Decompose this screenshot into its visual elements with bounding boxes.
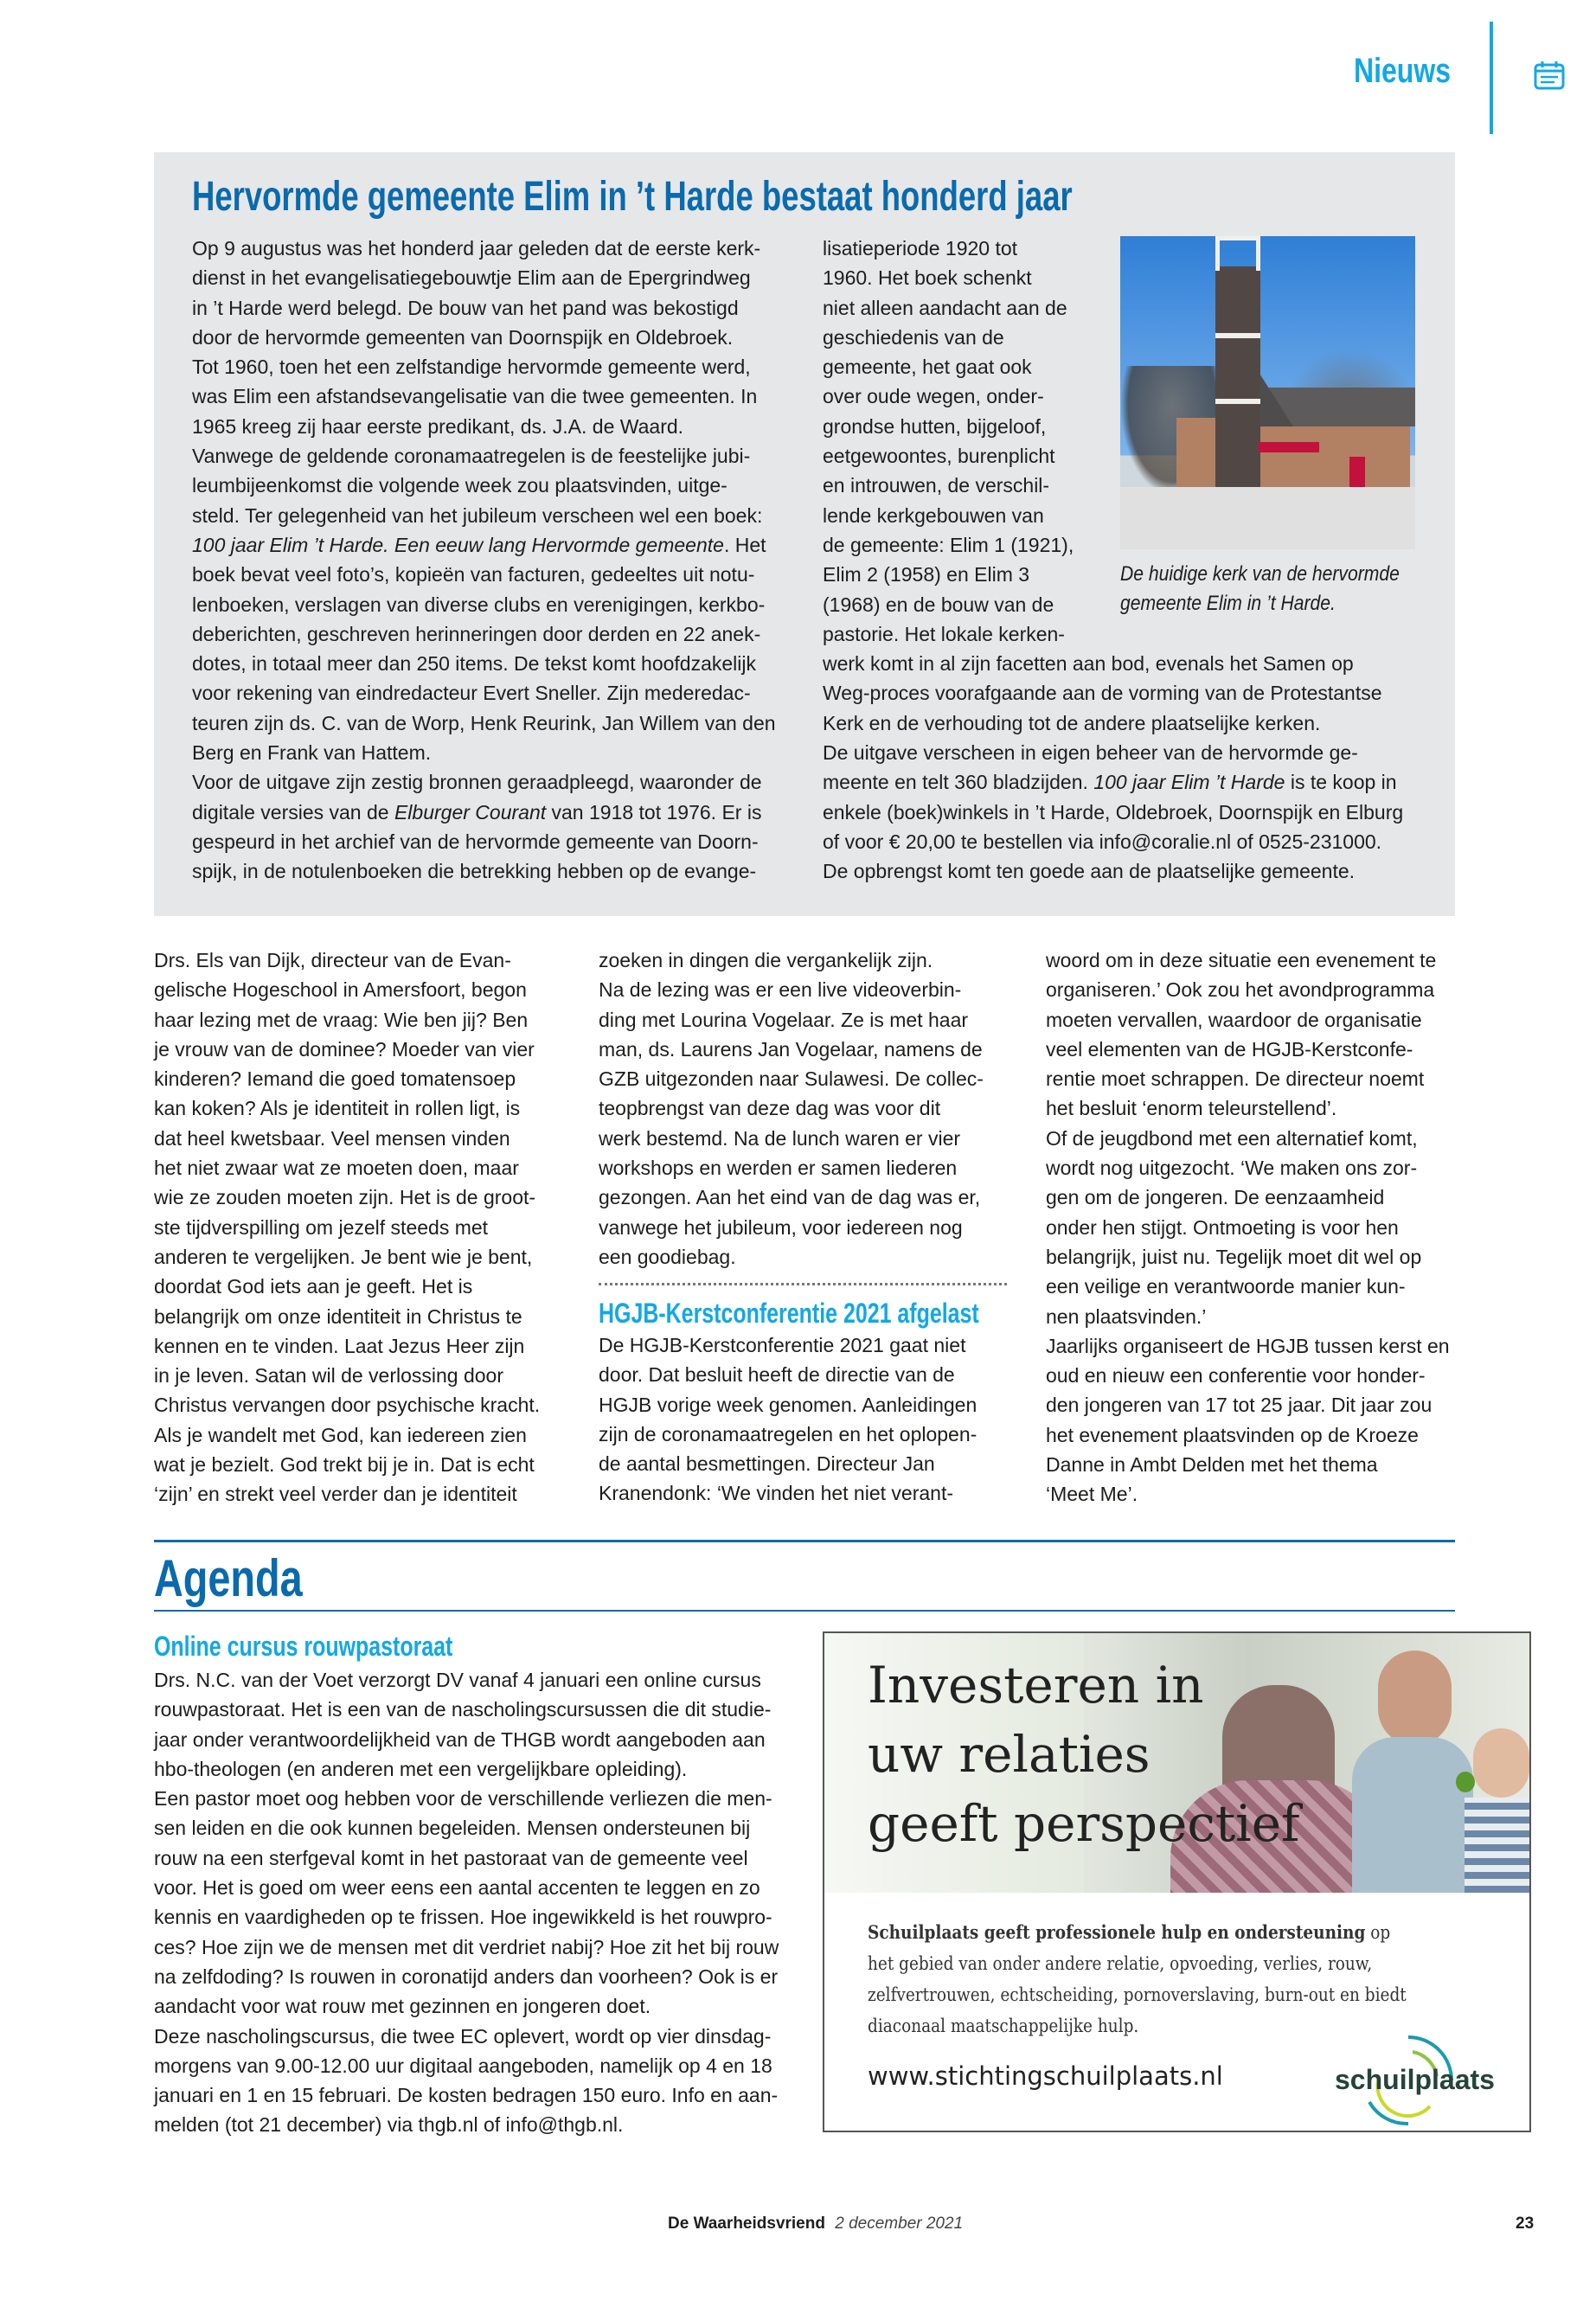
text-line: Elim 2 (1958) en Elim 3 <box>823 563 1030 586</box>
text-line: ‘Meet Me’. <box>1046 1483 1138 1506</box>
text-line: je vrouw van de dominee? Moeder van vier <box>154 1037 535 1061</box>
text: meente en telt 360 bladzijden. <box>823 771 1094 794</box>
text-line: GZB uitgezonden naar Sulawesi. De collec- <box>599 1067 984 1091</box>
schuilplaats-logo <box>1335 2033 1495 2128</box>
text-line: Kranendonk: ‘We vinden het niet verant- <box>599 1482 953 1505</box>
text-line: Drs. N.C. van der Voet verzorgt DV vanaf 4 januari een online cursus <box>154 1669 761 1691</box>
text-line: spijk, in de notulenboeken die betrekking hebben op de evange- <box>192 860 757 883</box>
text-line: was Elim een afstandsevangelisatie van die twee gemeenten. In <box>192 385 758 408</box>
text-line: HGJB vorige week genomen. Aanleidingen <box>599 1393 977 1416</box>
text-line: het evenement plaatsvinden op de Kroeze <box>1046 1423 1419 1446</box>
text: . Het <box>723 533 766 556</box>
text-line: kan koken? Als je identiteit in rollen ligt, is <box>154 1097 521 1120</box>
header-divider <box>1490 22 1493 134</box>
issue-date: 2 december 2021 <box>835 2214 964 2233</box>
text-line: man, ds. Laurens Jan Vogelaar, namens de <box>599 1037 983 1061</box>
text-line: den jongeren van 17 tot 25 jaar. Dit jaar zou <box>1046 1394 1433 1417</box>
text-line: Weg-proces voorafgaande aan de vorming van de Protestantse <box>823 682 1382 705</box>
text-line: teopbrengst van deze dag was voor dit <box>599 1097 941 1120</box>
text-line: in ’t Harde werd belegd. De bouw van het pand was bekostigd <box>192 296 739 319</box>
calendar-icon <box>1534 61 1565 94</box>
publication-name: De Waarheidsvriend <box>668 2214 825 2233</box>
text-line: door. Dat besluit heeft de directie van de <box>599 1363 955 1387</box>
text-line: vanwege het jubileum, voor iedereen nog <box>599 1215 963 1239</box>
ad-body-text: op <box>1365 1922 1391 1943</box>
ad-body-bold: Schuilplaats geeft professionele hulp en ondersteuning <box>868 1921 1366 1943</box>
text-line: januari en 1 en 15 februari. De kosten bedragen 150 euro. Info en aan- <box>154 2084 779 2107</box>
text-line: sen leiden en die ook kunnen begeleiden. Mensen ondersteunen bij <box>154 1817 751 1840</box>
ad-headline <box>868 1650 1300 1858</box>
text-line: enkele (boek)winkels in ’t Harde, Oldebroek, Doornspijk en Elburg <box>823 800 1404 824</box>
text-line: nen plaatsvinden.’ <box>1046 1304 1207 1328</box>
text-line: de aantal besmettingen. Directeur Jan <box>599 1452 935 1476</box>
text-line: Na de lezing was er een live videoverbin- <box>599 978 962 1002</box>
ad-body <box>868 1917 1480 2041</box>
ad-body-line: diaconaal maatschappelijke hulp. <box>868 2016 1139 2036</box>
caption-line: gemeente Elim in ’t Harde. <box>1120 592 1336 615</box>
text-line: rouwpastoraat. Het is een van de nascholingscursussen die dit studie- <box>154 1698 772 1721</box>
text-line: hbo-theologen (en anderen met een vergelijkbare opleiding). <box>154 1757 688 1780</box>
text-line: het niet zwaar wat ze moeten doen, maar <box>154 1157 519 1180</box>
column-2-continued <box>599 1330 977 1509</box>
text-line: deberichten, geschreven herinneringen door derden en 22 anek- <box>192 622 761 645</box>
text-line <box>192 530 776 560</box>
text-line: 1965 kreeg zij haar eerste predikant, ds. J.A. de Waard. <box>192 414 684 438</box>
text-line: werk bestemd. Na de lunch waren er vier <box>599 1126 961 1150</box>
text-line: geschiedenis van de <box>823 325 1004 349</box>
text-line: wie ze zouden moeten zijn. Het is de groot- <box>154 1186 536 1209</box>
text-line: jaar onder verantwoordelijkheid van de THGB wordt aangeboden aan <box>154 1727 766 1751</box>
text-line: gespeurd in het archief van de hervormde gemeente van Doorn- <box>192 830 759 853</box>
text-line: wordt nog uitgezocht. ‘We maken ons zor- <box>1046 1157 1418 1180</box>
text-line: voor rekening van eindredacteur Evert Sneller. Zijn mederedac- <box>192 682 751 705</box>
agenda-heading: Online cursus rouwpastoraat <box>154 1631 453 1662</box>
text-line: doordat God iets aan je geeft. Het is <box>154 1275 473 1298</box>
text-line: gen om de jongeren. De eenzaamheid <box>1046 1186 1385 1209</box>
column-1 <box>154 945 540 1509</box>
text-line: melden (tot 21 december) via thgb.nl of info@thgb.nl. <box>154 2113 624 2137</box>
ad-body-line: zelfvertrouwen, echtscheiding, pornoverslaving, burn-out en biedt <box>868 1984 1407 2005</box>
text-line: Berg en Frank van Hattem. <box>192 741 432 765</box>
text: digitale versies van de <box>192 800 394 824</box>
text-line: workshops en werden er samen liederen <box>599 1157 958 1180</box>
text-line: oud en nieuw een conferentie voor honder- <box>1046 1364 1426 1388</box>
agenda-top-rule <box>154 1540 1455 1542</box>
text-line: morgens van 9.00-12.00 uur digitaal aangeboden, namelijk op 4 en 18 <box>154 2054 772 2077</box>
text-line: kinderen? Iemand die goed tomatensoep <box>154 1067 516 1091</box>
text-line: dienst in het evangelisatiegebouwtje Elim aan de Epergrindweg <box>192 266 751 290</box>
text-line: rentie moet schrappen. De directeur noemt <box>1046 1067 1425 1091</box>
text-line: ‘zijn’ en strekt veel verder dan je identiteit <box>154 1483 517 1506</box>
logo-text: schuilplaats <box>1335 2064 1495 2095</box>
text-line: over oude wegen, onder- <box>823 385 1044 408</box>
text-line: grondse hutten, bijgeloof, <box>823 414 1047 438</box>
italic-text: 100 jaar Elim ’t Harde <box>1093 771 1285 794</box>
ad-headline-line: Investeren in <box>868 1656 1204 1715</box>
text-line: voor. Het is goed om weer eens een aantal accenten te leggen en zo <box>154 1876 760 1900</box>
text-line: Jaarlijks organiseert de HGJB tussen kerst en <box>1046 1334 1450 1357</box>
text-line: pastorie. Het lokale kerken- <box>823 622 1065 645</box>
text-line: aandacht voor wat rouw met gezinnen en jongeren doet. <box>154 1995 651 2018</box>
church-photo <box>1120 236 1415 549</box>
text-line: 1960. Het boek schenkt <box>823 266 1032 290</box>
text-line: moeten vervallen, waardoor de organisatie <box>1046 1008 1422 1031</box>
text-line: zoeken in dingen die vergankelijk zijn. <box>599 949 933 971</box>
text-line: teuren zijn ds. C. van de Worp, Henk Reurink, Jan Willem van den <box>192 711 776 734</box>
text-line: Als je wandelt met God, kan iedereen zien <box>154 1423 527 1446</box>
text-line: dat heel kwetsbaar. Veel mensen vinden <box>154 1126 510 1150</box>
text: is te koop in <box>1285 771 1397 794</box>
text-line: Deze nascholingscursus, die twee EC oplevert, wordt op vier dinsdag- <box>154 2024 772 2048</box>
text-line: het besluit ‘enorm teleurstellend’. <box>1046 1097 1337 1120</box>
ad-url-link[interactable]: www.stichtingschuilplaats.nl <box>868 2061 1223 2091</box>
text-line: de gemeente: Elim 1 (1921), <box>823 533 1074 556</box>
article-title: Hervormde gemeente Elim in ’t Harde bestaat honderd jaar <box>192 174 1073 220</box>
text-line: in je leven. Satan wil de verlossing door <box>154 1364 504 1388</box>
column-2 <box>599 945 984 1272</box>
text-line: Tot 1960, toen het een zelfstandige hervormde gemeente werd, <box>192 356 751 379</box>
text-line: woord om in deze situatie een evenement te <box>1046 949 1437 971</box>
ad-headline-line: geeft perspectief <box>868 1794 1300 1853</box>
text-line: boek bevat veel foto’s, kopieën van facturen, gedeeltes uit notu- <box>192 563 755 586</box>
schuilplaats-advertisement[interactable] <box>823 1631 1531 2132</box>
text-line: lenboeken, verslagen van diverse clubs en verenigingen, kerkbo- <box>192 593 766 616</box>
text-line: organiseren.’ Ook zou het avondprogramma <box>1046 978 1435 1002</box>
text-line: door de hervormde gemeenten van Doornspijk en Oldebroek. <box>192 325 734 349</box>
agenda-body <box>154 1665 779 2140</box>
text-line: ding met Lourina Vogelaar. Ze is met haar <box>599 1008 969 1031</box>
text-line: een veilige en verantwoorde manier kun- <box>1046 1275 1406 1298</box>
agenda-title: Agenda <box>154 1549 303 1607</box>
text-line: gelische Hogeschool in Amersfoort, begon <box>154 978 527 1002</box>
text-line: gezongen. Aan het eind van de dag was er, <box>599 1186 981 1209</box>
text-line: Vanwege de geldende coronamaatregelen is de feestelijke jubi- <box>192 445 751 468</box>
text-line: Kerk en de verhouding tot de andere plaatselijke kerken. <box>823 711 1321 734</box>
text-line: Op 9 augustus was het honderd jaar geleden dat de eerste kerk- <box>192 237 761 260</box>
text-line <box>823 767 1403 797</box>
page-number: 23 <box>1516 2214 1535 2233</box>
hgjb-heading: HGJB-Kerstconferentie 2021 afgelast <box>599 1298 979 1329</box>
text-line: lisatieperiode 1920 tot <box>823 237 1018 260</box>
text-line: De uitgave verscheen in eigen beheer van de hervormde ge- <box>823 741 1358 765</box>
text-line: werk komt in al zijn facetten aan bod, evenals het Samen op <box>823 652 1354 676</box>
text-line: belangrijk, juist nu. Tegelijk moet dit wel op <box>1046 1245 1422 1268</box>
text-line: en introuwen, de verschil- <box>823 474 1050 497</box>
caption-line: De huidige kerk van de hervormde <box>1120 562 1400 586</box>
text-line: Voor de uitgave zijn zestig bronnen geraadpleegd, waaronder de <box>192 771 762 794</box>
text-line: Danne in Ambt Delden met het thema <box>1046 1453 1378 1477</box>
dotted-divider <box>599 1283 1007 1285</box>
text-line: belangrijk om onze identiteit in Christus te <box>154 1304 522 1328</box>
column-3 <box>1046 945 1450 1509</box>
text-line: eetgewoontes, burenplicht <box>823 445 1055 468</box>
text-line: een goodiebag. <box>599 1245 736 1268</box>
text-line: wat je bezielt. God trekt bij je in. Dat is echt <box>154 1453 535 1477</box>
ad-headline-line: uw relaties <box>868 1725 1151 1784</box>
text-line: Een pastor moet oog hebben voor de verschillende verliezen die men- <box>154 1787 772 1811</box>
text-line: ces? Hoe zijn we de mensen met dit verdriet nabij? Hoe zit het bij rouw <box>154 1935 779 1958</box>
text-line: ste tijdverspilling om jezelf steeds met <box>154 1215 489 1239</box>
footer <box>668 2214 963 2234</box>
text-line: De opbrengst komt ten goede aan de plaatselijke gemeente. <box>823 860 1356 883</box>
text-line: (1968) en de bouw van de <box>823 593 1054 616</box>
text-line: rouw na een sterfgeval komt in het pastoraat van de gemeente veel <box>154 1846 748 1869</box>
text-line: lende kerkgebouwen van <box>823 503 1044 527</box>
section-label: Nieuws <box>1354 52 1452 90</box>
text-line: steld. Ter gelegenheid van het jubileum verscheen wel een boek: <box>192 503 763 527</box>
text-line <box>192 798 776 827</box>
text: van 1918 tot 1976. Er is <box>546 800 762 824</box>
text-line: na zelfdoding? Is rouwen in coronatijd anders dan voorheen? Ook is er <box>154 1965 779 1988</box>
text-line: Of de jeugdbond met een alternatief komt, <box>1046 1126 1418 1150</box>
article-left-column <box>192 234 776 887</box>
text-line: niet alleen aandacht aan de <box>823 296 1067 319</box>
ad-body-line: het gebied van onder andere relatie, opvoeding, verlies, rouw, <box>868 1953 1373 1974</box>
text-line: Christus vervangen door psychische kracht. <box>154 1394 541 1417</box>
text-line: gemeente, het gaat ook <box>823 356 1032 379</box>
text-line: of voor € 20,00 te bestellen via info@coralie.nl of 0525-231000. <box>823 830 1382 853</box>
photo-caption <box>1120 560 1400 619</box>
text-line: onder hen stijgt. Ontmoeting is voor hen <box>1046 1215 1399 1239</box>
text-line: zijn de coronamaatregelen en het oplopen- <box>599 1422 977 1445</box>
text-line: dotes, in totaal meer dan 250 items. De tekst komt hoofdzakelijk <box>192 652 756 676</box>
text-line: leumbijeenkomst die volgende week zou plaatsvinden, uitge- <box>192 474 727 497</box>
italic-text: Elburger Courant <box>394 800 547 824</box>
text-line: veel elementen van de HGJB-Kerstconfe- <box>1046 1037 1413 1061</box>
text-line: Drs. Els van Dijk, directeur van de Evan- <box>154 949 511 971</box>
text-line: anderen te vergelijken. Je bent wie je bent, <box>154 1245 533 1268</box>
text-line: kennis en vaardigheden op te frissen. Hoe ingewikkeld is het rouwpro- <box>154 1906 772 1929</box>
text-line: haar lezing met de vraag: Wie ben jij? Ben <box>154 1008 529 1031</box>
agenda-bottom-rule <box>154 1610 1455 1612</box>
text-line: De HGJB-Kerstconferentie 2021 gaat niet <box>599 1334 966 1356</box>
italic-text: 100 jaar Elim ’t Harde. Een eeuw lang Hervormde gemeente <box>192 533 724 556</box>
text-line: kennen en te vinden. Laat Jezus Heer zijn <box>154 1334 525 1357</box>
